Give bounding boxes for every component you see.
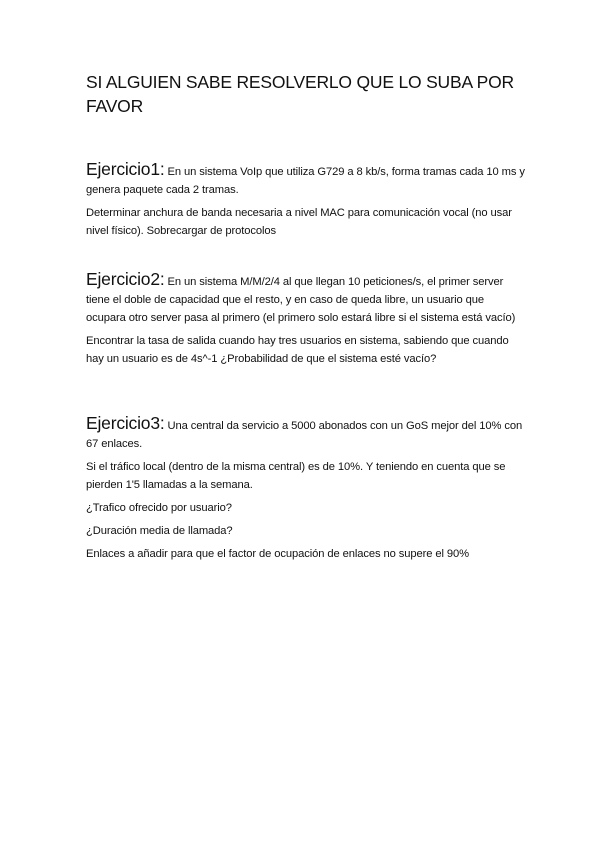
document-title: SI ALGUIEN SABE RESOLVERLO QUE LO SUBA POR FAVOR	[86, 72, 514, 116]
exercise-3-paragraph-3: ¿Duración media de llamada?	[86, 525, 233, 537]
exercise-2-heading: Ejercicio2:	[86, 269, 165, 289]
exercise-2-intro-paragraph	[86, 270, 526, 327]
exercise-3-paragraph-1: Si el tráfico local (dentro de la misma central) es de 10%. Y teniendo en cuenta que se pierden 1'5 llamadas a la semana.	[86, 461, 506, 491]
exercise-2-intro: En un sistema M/M/2/4 al que llegan 10 peticiones/s, el primer server tiene el doble de capacidad que el resto, y en caso de queda libre, un usuario que ocupara otro server pasa al primero (el primero solo estará libre si el sistema está vacío)	[86, 276, 516, 324]
exercise-3-heading: Ejercicio3:	[86, 413, 165, 433]
exercise-3-paragraph-4: Enlaces a añadir para que el factor de ocupación de enlaces no supere el 90%	[86, 548, 469, 560]
exercise-2-paragraph-1: Encontrar la tasa de salida cuando hay tres usuarios en sistema, sabiendo que cuando hay un usuario es de 4s^-1 ¿Probabilidad de que el sistema esté vacío?	[86, 335, 509, 365]
exercise-1-section	[86, 160, 526, 245]
exercise-3-section	[86, 414, 526, 568]
exercise-3-intro-paragraph	[86, 414, 526, 453]
exercise-1-intro: En un sistema VoIp que utiliza G729 a 8 kb/s, forma tramas cada 10 ms y genera paquete cada 2 tramas.	[86, 166, 525, 196]
exercise-1-heading: Ejercicio1:	[86, 159, 165, 179]
exercise-1-intro-paragraph	[86, 160, 526, 199]
exercise-3-intro: Una central da servicio a 5000 abonados con un GoS mejor del 10% con 67 enlaces.	[86, 420, 523, 450]
exercise-2-section	[86, 270, 526, 373]
exercise-3-paragraph-2: ¿Trafico ofrecido por usuario?	[86, 502, 232, 514]
exercise-1-paragraph-1: Determinar anchura de banda necesaria a nivel MAC para comunicación vocal (no usar nivel físico). Sobrecargar de protocolos	[86, 207, 512, 237]
